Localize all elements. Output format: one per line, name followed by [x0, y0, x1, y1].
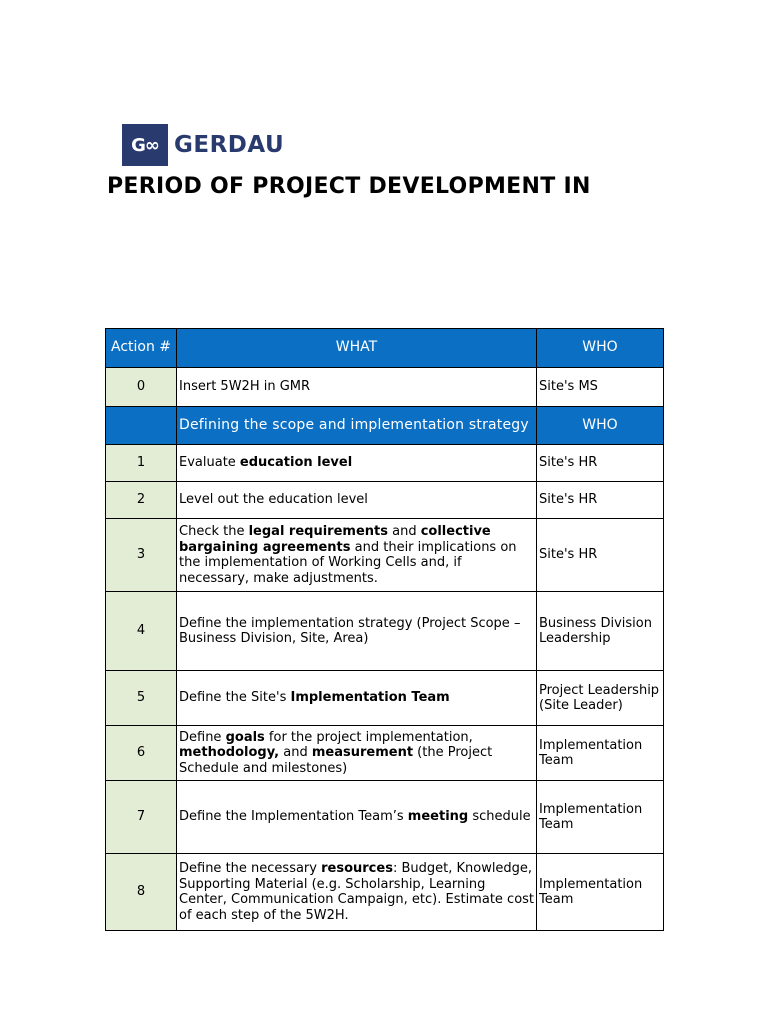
- row-num: 8: [106, 854, 177, 931]
- row-who: Site's HR: [537, 519, 664, 592]
- bold-text: goals: [225, 729, 265, 745]
- text-span: and: [279, 745, 312, 761]
- row-num: 4: [106, 592, 177, 671]
- gerdau-logo: [122, 124, 284, 166]
- row-num: 0: [106, 368, 177, 407]
- row-who: Project Leadership (Site Leader): [537, 671, 664, 726]
- bold-text: measurement: [311, 745, 414, 761]
- row-num: 3: [106, 519, 177, 592]
- gerdau-logo-mark: G ∞: [122, 124, 168, 166]
- table-header-row: [106, 329, 664, 368]
- text-span: Define the necessary: [179, 861, 322, 876]
- row-who: Site's HR: [537, 482, 664, 519]
- section-blank-cell: [106, 407, 177, 445]
- row-num: 1: [106, 445, 177, 482]
- row-who: Implementation Team: [537, 781, 664, 854]
- text-span: Define the implementation strategy (Project Scope – Business Division, Site, Area): [179, 615, 521, 646]
- text-span: schedule: [468, 809, 531, 825]
- section-title: Defining the scope and implementation strategy: [177, 407, 537, 445]
- text-span: Define: [179, 729, 226, 745]
- header-action: Action #: [106, 329, 177, 368]
- table-row: [106, 726, 664, 781]
- table-row: [106, 368, 664, 407]
- action-table: [105, 328, 664, 931]
- table-row: [106, 482, 664, 519]
- text-span: Define the Site's: [179, 690, 291, 706]
- header-what: WHAT: [177, 329, 537, 368]
- row-who: Implementation Team: [537, 726, 664, 781]
- bold-text: collective bargaining agreements: [179, 524, 491, 555]
- table-row: [106, 445, 664, 482]
- row-what: [177, 781, 537, 854]
- row-what: [177, 726, 537, 781]
- header-who: WHO: [537, 329, 664, 368]
- text-span: Level out the education level: [179, 492, 368, 508]
- table-row: [106, 781, 664, 854]
- row-who: Business Division Leadership: [537, 592, 664, 671]
- row-num: 6: [106, 726, 177, 781]
- row-num: 2: [106, 482, 177, 519]
- text-span: Check the: [179, 524, 249, 539]
- row-what: Insert 5W2H in GMR: [177, 368, 537, 407]
- page-title: PERIOD OF PROJECT DEVELOPMENT IN: [107, 174, 591, 199]
- row-what: [177, 592, 537, 671]
- table-row: [106, 592, 664, 671]
- bold-text: Implementation Team: [290, 690, 450, 706]
- text-span: (the Project Schedule and milestones): [179, 745, 493, 776]
- row-who: Site's HR: [537, 445, 664, 482]
- table-row: [106, 519, 664, 592]
- text-span: Evaluate: [179, 455, 240, 471]
- bold-text: resources: [321, 861, 393, 876]
- text-span: and their implications on the implementation of Working Cells and, if necessary, make adjustments.: [179, 539, 517, 586]
- row-what: [177, 482, 537, 519]
- bold-text: education level: [239, 455, 353, 471]
- text-span: Define the Implementation Team’s: [179, 809, 408, 825]
- gerdau-logo-text: GERDAU: [174, 132, 285, 158]
- bold-text: methodology,: [179, 745, 280, 761]
- row-num: 5: [106, 671, 177, 726]
- row-num: 7: [106, 781, 177, 854]
- row-who: Site's MS: [537, 368, 664, 407]
- table-row: [106, 854, 664, 931]
- bold-text: meeting: [407, 809, 469, 825]
- bold-text: legal requirements: [248, 524, 388, 539]
- text-span: : Budget, Knowledge, Supporting Material (e.g. Scholarship, Learning Center, Communication Campaign, etc). Estimate cost of each step of the 5W2H.: [179, 861, 535, 923]
- row-what: [177, 671, 537, 726]
- row-what: [177, 445, 537, 482]
- row-what: [177, 854, 537, 931]
- section-header-row: [106, 407, 664, 445]
- row-what: [177, 519, 537, 592]
- text-span: for the project implementation,: [264, 729, 473, 745]
- row-who: Implementation Team: [537, 854, 664, 931]
- text-span: and: [387, 524, 421, 539]
- table-row: [106, 671, 664, 726]
- section-who: WHO: [537, 407, 664, 445]
- logo-mark-text: G: [131, 134, 145, 156]
